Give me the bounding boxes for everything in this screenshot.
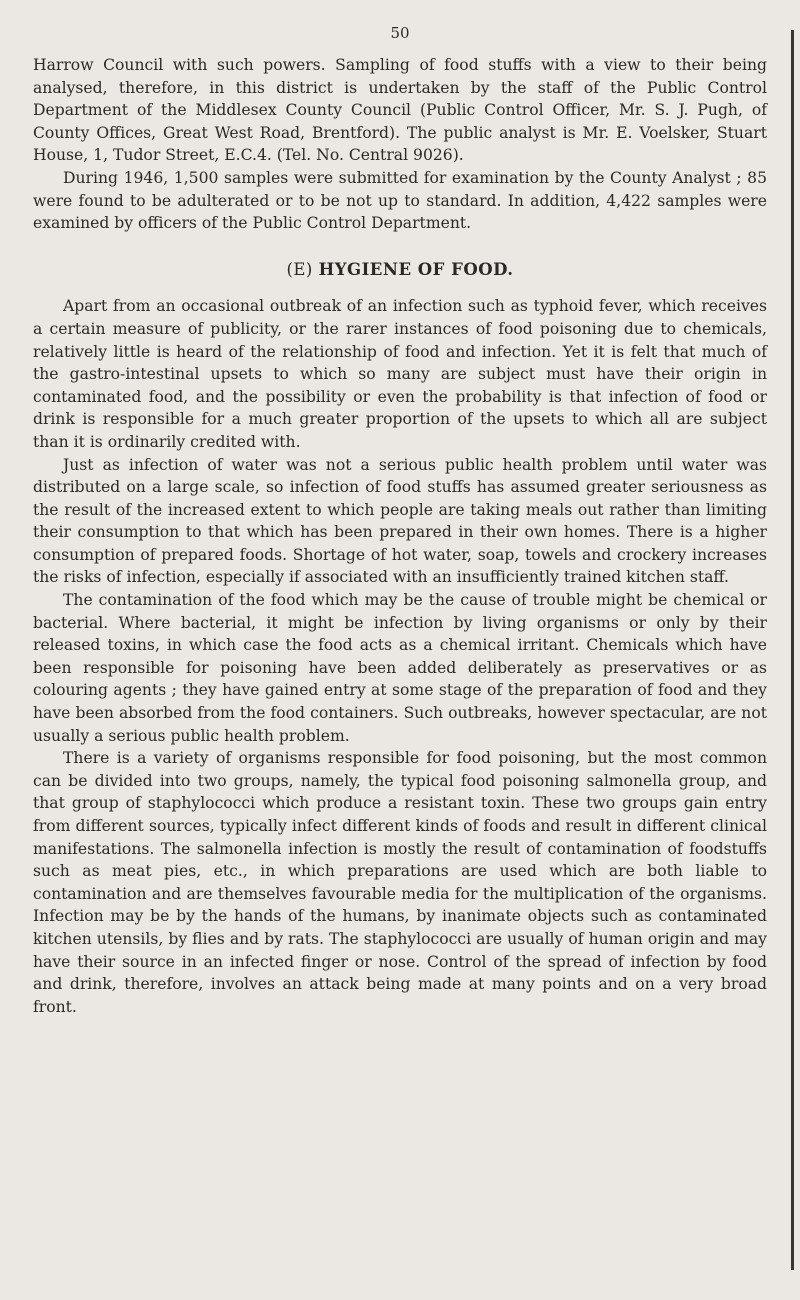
paragraph-water-infection: Just as infection of water was not a serious public health problem until water was distributed on a large scale, so infection of food stuffs has assumed greater seriousness as the result of the increased extent to which people are taking meals out rather than limiting their consumption to that which has been prepared in their own homes. There is a higher consumption of prepared foods. Shortage of hot water, soap, towels and crockery increases the risks of infection, especially if associated with an insufficiently trained kitchen staff. (33, 455, 767, 587)
paragraph-organisms: There is a variety of organisms responsible for food poisoning, but the most common can be divided into two groups, namely, the typical food poisoning salmonella group, and that group of staphylococci which produce a resistant toxin. These two groups gain entry from different sources, typically infect different kinds of foods and result in different clinical manifestations. The salmonella infection is mostly the result of contamination of foodstuffs such as meat pies, etc., in which preparations are used which are both liable to contamination and are themselves favourable media for the multiplication of the organisms. Infection may be by the hands of the humans, by inanimate objects such as contaminated kitchen utensils, by flies and by rats. The staphylococci are usually of human origin and may have their source in an infected finger or nose. Control of the spread of infection by food and drink, therefore, involves an attack being made at many points and on a very broad front. (33, 749, 767, 1016)
page-number: 50 (390, 24, 410, 42)
section-label: (E) (286, 259, 313, 279)
paragraph-contamination: The contamination of the food which may be the cause of trouble might be chemical or bacterial. Where bacterial, it might be infection by living organisms or only by their released toxins, in which case the food acts as a chemical irritant. Chemicals which have been responsible for poisoning have been added deliberately as preservatives or as colouring agents ; they have gained entry at some stage of the preparation of food and they have been absorbed from the food containers. Such outbreaks, however spectacular, are not usually a serious public health problem. (33, 591, 767, 745)
paragraph-harrow-council: Harrow Council with such powers. Sampling of food stuffs with a view to their being analysed, therefore, in this district is undertaken by the staff of the Public Control Department of the Middlesex County Council (Public Control Officer, Mr. S. J. Pugh, of County Offices, Great West Road, Brentford). The public analyst is Mr. E. Voelsker, Stuart House, 1, Tudor Street, E.C.4. (Tel. No. Central 9026). (33, 56, 767, 165)
section-title: HYGIENE OF FOOD. (318, 259, 514, 279)
paragraph-food-and-infection: Apart from an occasional outbreak of an infection such as typhoid fever, which receives a certain measure of publicity, or the rarer instances of food poisoning due to chemicals, relatively little is heard of the relationship of food and infection. Yet it is felt that much of the gastro-intestinal upsets to which so many are subject must have their origin in contaminated food, and the possibility or even the probability is that infection of food or drink is responsible for a much greater proportion of the upsets to which all are subject than it is ordinarily credited with. (33, 297, 767, 451)
section-heading (33, 259, 767, 282)
report-body (33, 22, 767, 1018)
paragraph-samples-1946: During 1946, 1,500 samples were submitted for examination by the County Analyst ; 85 were found to be adulterated or to be not up to standard. In addition, 4,422 samples were examined by officers of the Public Control Department. (33, 168, 767, 233)
page-edge-shadow (791, 30, 794, 1270)
